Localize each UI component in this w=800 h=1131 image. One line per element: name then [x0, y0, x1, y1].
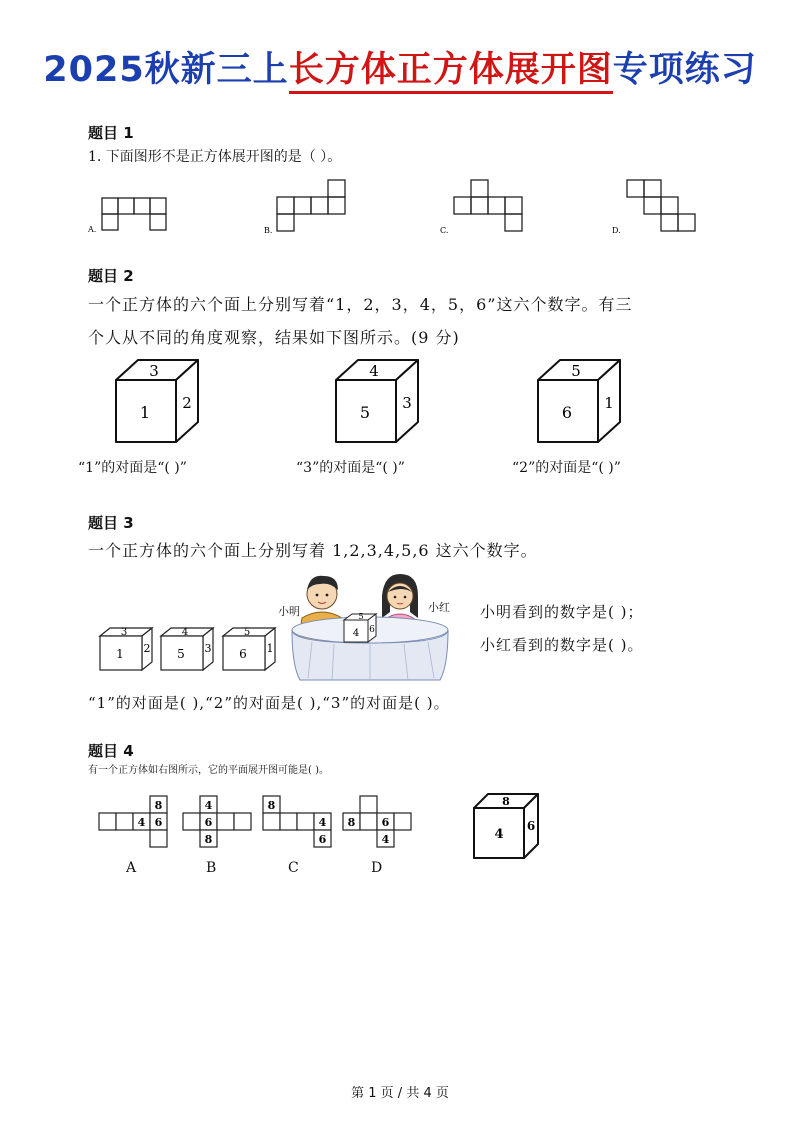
q4-net-a-right: 6	[154, 816, 163, 829]
q2-cube-1-front: 1	[139, 403, 151, 422]
q3-cube-3-top: 5	[243, 627, 251, 638]
title-part-3: 专项练习	[612, 50, 757, 90]
q4-net-a[interactable]	[96, 794, 172, 850]
q4-net-b-top: 4	[204, 799, 213, 812]
q4-net-d-left: 8	[347, 816, 356, 829]
q4-net-d[interactable]	[340, 794, 416, 850]
q1-option-c-label: C.	[440, 226, 449, 235]
q2-answer-2[interactable]: “3”的对面是“( )”	[296, 460, 405, 476]
q3-ming-sees[interactable]: 小明看到的数字是( )；	[480, 603, 644, 621]
q4-net-c-bottom: 6	[318, 833, 327, 846]
q3-cube-1-front: 1	[116, 647, 124, 661]
q3-cube-1-side: 2	[143, 642, 151, 655]
q4-net-c-top: 8	[267, 799, 276, 812]
q3-table-cube-front: 4	[352, 628, 360, 639]
q3-answer-line[interactable]: “1”的对面是( ),“2”的对面是( ),“3”的对面是( )。	[88, 694, 450, 712]
q4-net-b-mid: 6	[204, 816, 213, 829]
q4-heading: 题目 4	[88, 742, 134, 760]
q2-cube-3-front: 6	[561, 403, 573, 422]
page-title	[0, 42, 800, 92]
q4-label-c: C	[288, 860, 299, 876]
q1-option-a-label: A.	[88, 225, 97, 234]
q2-heading: 题目 2	[88, 267, 134, 285]
q1-option-d-label: D.	[612, 226, 621, 235]
page-number: 第 1 页 / 共 4 页	[351, 1086, 449, 1101]
q4-net-a-top: 8	[154, 799, 163, 812]
q3-cube-2-side: 3	[204, 642, 212, 655]
q4-net-c[interactable]	[260, 794, 336, 850]
q3-cube-1-top: 3	[120, 627, 128, 638]
title-part-1: 2025秋新三上	[43, 50, 289, 90]
q2-cube-3-side: 1	[604, 394, 614, 412]
q2-cube-2-front: 5	[359, 403, 371, 422]
q2-cube-2-top: 4	[369, 362, 379, 380]
q3-scene-illustration	[272, 566, 462, 684]
q3-cube-2-top: 4	[181, 627, 189, 638]
q2-cube-3	[534, 358, 624, 448]
q3-hong-sees[interactable]: 小红看到的数字是( )。	[480, 636, 644, 654]
q2-prompt-line-2: 个人从不同的角度观察，结果如下图所示。(9 分)	[88, 328, 460, 347]
q4-net-c-mid: 4	[318, 816, 327, 829]
q4-cube-top: 8	[502, 795, 510, 808]
q4-net-d-mid: 6	[381, 816, 390, 829]
q3-cube-2	[159, 626, 217, 674]
q4-reference-cube	[470, 792, 542, 860]
q3-name-xiaohong: 小红	[428, 601, 450, 614]
q1-option-b-label: B.	[264, 226, 273, 235]
q3-table-cube-top: 5	[358, 612, 364, 621]
q4-net-b-bottom: 8	[204, 833, 213, 846]
q2-answer-1[interactable]: “1”的对面是“( )”	[78, 460, 187, 476]
q3-prompt: 一个正方体的六个面上分别写着 1,2,3,4,5,6 这六个数字。	[88, 541, 538, 560]
q3-cube-2-front: 5	[177, 647, 185, 661]
q2-cube-2-side: 3	[402, 394, 412, 412]
q4-prompt: 有一个正方体如右图所示，它的平面展开图可能是( )。	[88, 765, 329, 776]
q4-label-a: A	[126, 860, 137, 876]
q4-net-b[interactable]	[180, 794, 256, 850]
q1-option-d-net[interactable]	[610, 176, 710, 240]
q4-net-a-left: 4	[137, 816, 146, 829]
q1-option-b-net[interactable]	[262, 176, 362, 240]
q2-cube-1-side: 2	[182, 394, 192, 412]
q4-cube-front: 4	[494, 827, 504, 842]
q3-table-cube-side: 6	[369, 625, 375, 635]
title-part-2-highlight: 长方体正方体展开图	[289, 50, 613, 94]
q4-label-b: B	[206, 860, 217, 876]
q3-name-xiaoming: 小明	[278, 605, 300, 618]
q1-prompt: 1. 下面图形不是正方体展开图的是（ ）。	[88, 149, 342, 165]
q1-heading: 题目 1	[88, 124, 134, 142]
q4-label-d: D	[371, 860, 383, 876]
q4-net-d-bottom: 4	[381, 833, 390, 846]
q3-heading: 题目 3	[88, 514, 134, 532]
q2-cube-3-top: 5	[571, 362, 581, 380]
q2-cube-1-top: 3	[149, 362, 159, 380]
q2-prompt-line-1: 一个正方体的六个面上分别写着“1，2，3，4，5，6”这六个数字。有三	[88, 295, 633, 314]
q2-answer-3[interactable]: “2”的对面是“( )”	[512, 460, 621, 476]
q4-cube-side: 6	[526, 819, 536, 833]
q1-option-a-net[interactable]	[88, 190, 178, 240]
q3-cube-3-side: 1	[266, 642, 274, 655]
q2-cube-1	[112, 358, 202, 448]
q1-option-c-net[interactable]	[438, 176, 538, 240]
q2-cube-2	[332, 358, 422, 448]
q3-cube-1	[98, 626, 156, 674]
q3-cube-3	[221, 626, 279, 674]
q3-cube-3-front: 6	[239, 647, 247, 661]
